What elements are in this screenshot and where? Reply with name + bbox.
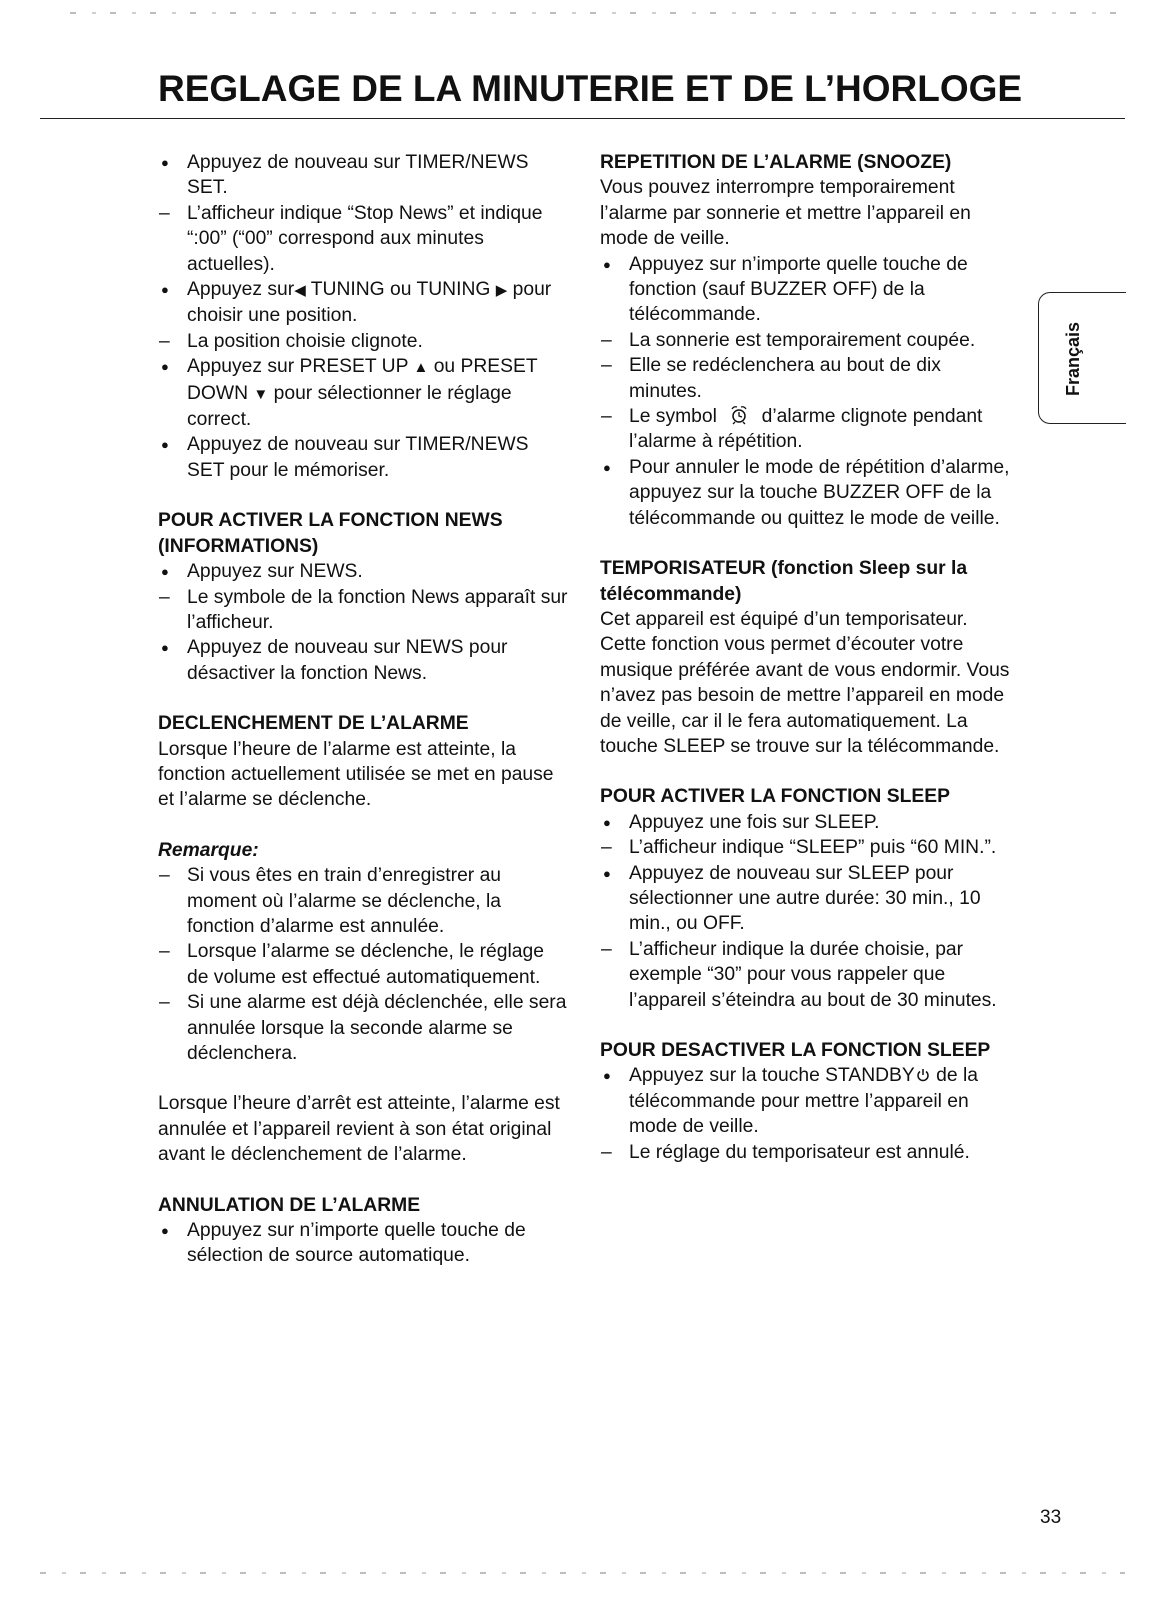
dash-icon: – xyxy=(159,941,170,963)
list-item: ● Appuyez sur PRESET UP ▲ ou PRESET DOWN ▼ pour sélectionner le réglage correct. xyxy=(161,356,538,431)
bullet-icon: ● xyxy=(603,1068,611,1084)
dash-icon: – xyxy=(601,406,612,428)
list-item: – Le réglage du temporisateur est annulé. xyxy=(600,1140,1010,1165)
alarm-trigger-heading: DECLENCHEMENT DE L’ALARME xyxy=(158,713,469,735)
dash-icon: – xyxy=(601,355,612,377)
intro-steps xyxy=(158,150,568,483)
bullet-icon: ● xyxy=(603,256,611,272)
remark-heading: Remarque: xyxy=(158,839,259,861)
remark-items xyxy=(158,863,568,1066)
power-icon xyxy=(916,1068,930,1082)
left-triangle-icon: ◀ xyxy=(294,282,306,300)
list-item: – La position choisie clignote. xyxy=(158,329,568,354)
list-item: – La sonnerie est temporairement coupée. xyxy=(600,328,1010,353)
list-item: ● Pour annuler le mode de répétition d’alarme, appuyez sur la touche BUZZER OFF de la télécommande ou quittez le mode de veille. xyxy=(603,456,1010,529)
list-item: ● Appuyez sur la touche STANDBY de la télécommande pour mettre l’appareil en mode de veille. xyxy=(603,1065,978,1138)
snooze-body: Vous pouvez interrompre temporairement l’alarme par sonnerie et mettre l’appareil en mode de veille. xyxy=(600,177,971,250)
snooze-items xyxy=(600,252,1010,531)
right-column xyxy=(600,150,1010,1165)
list-item: ● Appuyez sur NEWS. xyxy=(158,559,568,584)
bullet-icon: ● xyxy=(161,282,169,298)
list-item: ● Appuyez de nouveau sur TIMER/NEWS SET. xyxy=(161,152,529,199)
list-item: – L’afficheur indique la durée choisie, par exemple “30” pour vous rappeler que l’appareil s’éteindra au bout de 30 minutes. xyxy=(601,938,997,1011)
bullet-icon: ● xyxy=(161,564,169,580)
page-title: REGLAGE DE LA MINUTERIE ET DE L’HORLOGE xyxy=(158,68,1023,109)
up-triangle-icon: ▲ xyxy=(413,359,429,377)
dash-icon: – xyxy=(601,837,612,859)
dash-icon: – xyxy=(159,865,170,887)
right-triangle-icon: ▶ xyxy=(495,282,508,300)
list-item: – Si une alarme est déjà déclenchée, elle sera annulée lorsque la seconde alarme se déclenchera. xyxy=(159,992,567,1064)
list-item: – Le symbol d’alarme clignote pendant l’alarme à répétition. xyxy=(601,406,983,453)
stop-time-body: Lorsque l’heure d’arrêt est atteinte, l’alarme est annulée et l’appareil revient à son état original avant le déclenchement de l’alarme. xyxy=(158,1093,560,1166)
alarm-trigger-body: Lorsque l’heure de l’alarme est atteinte, la fonction actuellement utilisée se met en pause et l’alarme se déclenche. xyxy=(158,738,554,811)
sleep-timer-heading: TEMPORISATEUR (fonction Sleep sur la télécommande) xyxy=(600,558,968,605)
bullet-icon: ● xyxy=(161,1223,169,1239)
sleep-on-items xyxy=(600,810,1010,1013)
scan-noise-top xyxy=(70,12,1125,14)
language-tab-label: Français xyxy=(1063,321,1083,396)
dash-icon: – xyxy=(159,586,170,608)
bullet-icon: ● xyxy=(161,359,169,375)
list-item: – L’afficheur indique “Stop News” et indique “:00” (“00” correspond aux minutes actuelles). xyxy=(159,202,543,275)
bullet-icon: ● xyxy=(161,437,169,453)
dash-icon: – xyxy=(159,330,170,352)
dash-icon: – xyxy=(159,202,170,224)
snooze-heading: REPETITION DE L’ALARME (SNOOZE) xyxy=(600,152,952,173)
scan-noise-bottom xyxy=(40,1572,1125,1574)
list-item: – Lorsque l’alarme se déclenche, le réglage de volume est effectué automatiquement. xyxy=(159,941,544,988)
list-item: ● Appuyez sur◀ TUNING ou TUNING ▶ pour choisir une position. xyxy=(161,279,552,327)
sleep-timer-body: Cet appareil est équipé d’un temporisateur. Cette fonction vous permet d’écouter votre musique préférée avant de vous endormir. Vous n’avez pas besoin de mettre l’appareil en mode de veille, car il le fera automatiquement. La touche SLEEP se trouve sur la télécommande. xyxy=(600,608,1010,757)
news-heading: POUR ACTIVER LA FONCTION NEWS (INFORMATIONS) xyxy=(158,510,503,557)
list-item: ● Appuyez de nouveau sur SLEEP pour sélectionner une autre durée: 30 min., 10 min., ou OFF. xyxy=(603,862,981,935)
list-item: ● Appuyez de nouveau sur TIMER/NEWS SET pour le mémoriser. xyxy=(161,434,529,481)
title-rule xyxy=(40,118,1125,119)
news-steps xyxy=(158,559,568,686)
list-item: – Elle se redéclenchera au bout de dix minutes. xyxy=(601,355,941,402)
list-item: ● Appuyez de nouveau sur NEWS pour désactiver la fonction News. xyxy=(161,637,508,684)
cancel-alarm-items xyxy=(158,1218,568,1269)
cancel-alarm-heading: ANNULATION DE L’ALARME xyxy=(158,1194,421,1216)
sleep-off-items xyxy=(600,1063,1010,1165)
list-item: – L’afficheur indique “SLEEP” puis “60 MIN.”. xyxy=(600,835,1010,860)
page-number: 33 xyxy=(1040,1507,1062,1528)
sleep-off-heading: POUR DESACTIVER LA FONCTION SLEEP xyxy=(600,1040,991,1061)
dash-icon: – xyxy=(601,1141,612,1163)
list-item: – Le symbole de la fonction News apparaît sur l’afficheur. xyxy=(159,586,568,633)
left-column xyxy=(158,150,568,1269)
down-triangle-icon: ▼ xyxy=(253,385,269,403)
bullet-icon: ● xyxy=(603,814,611,830)
list-item: ● Appuyez une fois sur SLEEP. xyxy=(600,810,1010,835)
dash-icon: – xyxy=(159,992,170,1014)
list-item: ● Appuyez sur n’importe quelle touche de sélection de source automatique. xyxy=(161,1220,526,1267)
bullet-icon: ● xyxy=(603,865,611,881)
dash-icon: – xyxy=(601,329,612,351)
bullet-icon: ● xyxy=(603,459,611,475)
bullet-icon: ● xyxy=(161,155,169,170)
sleep-on-heading: POUR ACTIVER LA FONCTION SLEEP xyxy=(600,786,950,808)
alarm-clock-icon xyxy=(728,404,750,426)
list-item: ● Appuyez sur n’importe quelle touche de fonction (sauf BUZZER OFF) de la télécommande. xyxy=(603,253,968,326)
bullet-icon: ● xyxy=(161,640,169,656)
list-item: – Si vous êtes en train d’enregistrer au moment où l’alarme se déclenche, la fonction d’alarme est annulée. xyxy=(159,865,502,937)
dash-icon: – xyxy=(601,938,612,960)
